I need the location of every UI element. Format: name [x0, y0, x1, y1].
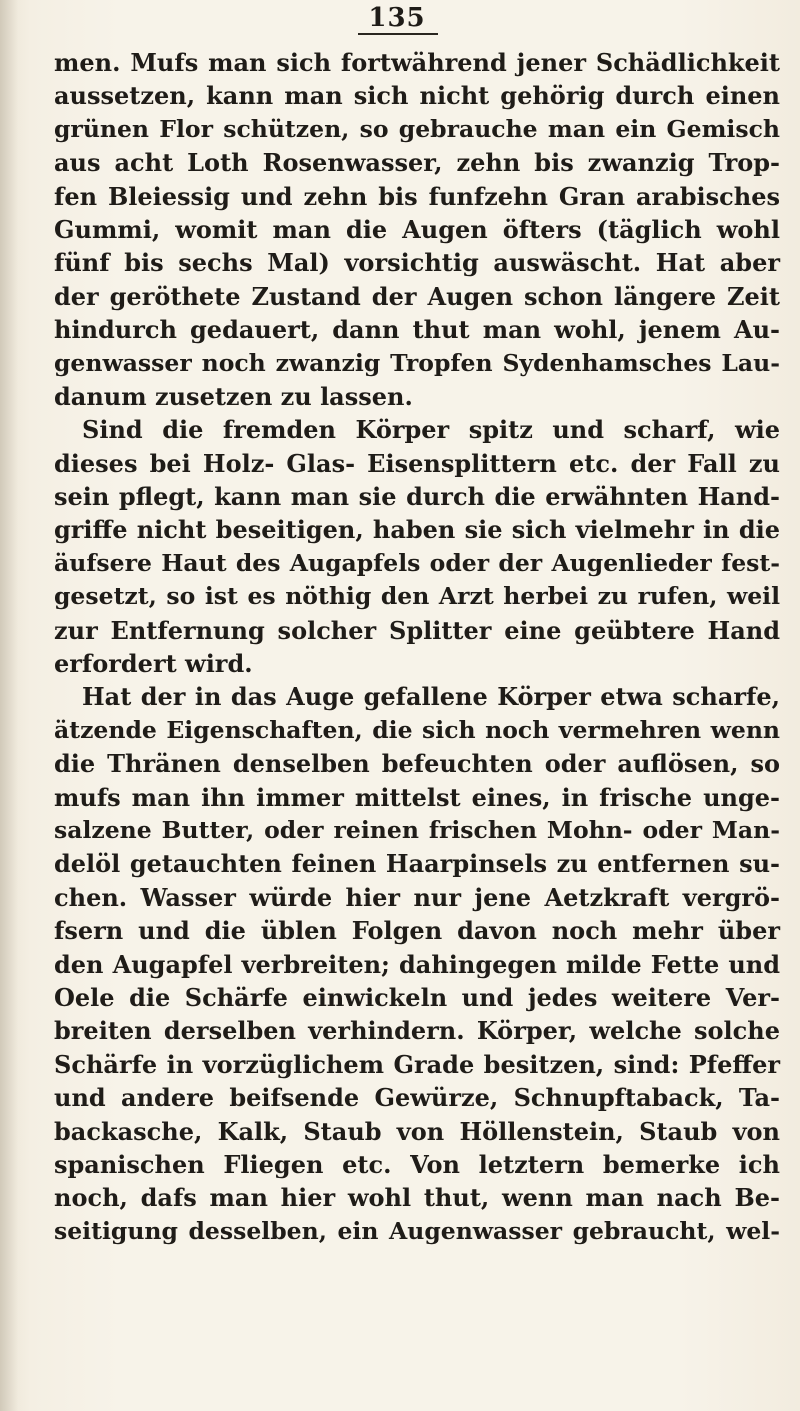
paragraph-start-line: Sind die fremden Körper spitz und scharf, wie [82, 415, 780, 445]
text-line: Gummi, womit man die Augen öfters (täglich wohl [54, 214, 780, 244]
text-line: genwasser noch zwanzig Tropfen Sydenhamsches Lau- [54, 348, 780, 377]
text-line: äufsere Haut des Augapfels oder der Augenlieder fest- [54, 548, 780, 577]
text-line: aussetzen, kann man sich nicht gehörig durch einen [54, 81, 780, 111]
text-line: zur Entfernung solcher Splitter eine geübtere Hand [54, 615, 780, 645]
text-line: sein pflegt, kann man sie durch die erwähnten Hand- [54, 482, 780, 512]
spine-shadow [0, 0, 18, 1411]
text-line: den Augapfel verbreiten; dahingegen milde Fette und [54, 949, 780, 979]
text-line: dieses bei Holz- Glas- Eisensplittern etc. der Fall zu [54, 448, 780, 478]
text-line: chen. Wasser würde hier nur jene Aetzkraft vergrö- [54, 882, 780, 912]
text-line: griffe nicht beseitigen, haben sie sich vielmehr in die [54, 515, 780, 545]
text-line: fen Bleiessig und zehn bis funfzehn Gran arabisches [54, 181, 780, 211]
text-line: gesetzt, so ist es nöthig den Arzt herbei zu rufen, weil [54, 582, 780, 611]
paragraph-start-line: Hat der in das Auge gefallene Körper etwa scharfe, [82, 682, 780, 712]
text-line: salzene Butter, oder reinen frischen Mohn- oder Man- [54, 815, 780, 844]
text-line: men. Mufs man sich fortwährend jener Schädlichkeit [54, 48, 780, 77]
header-rule [358, 33, 438, 35]
text-line: und andere beifsende Gewürze, Schnupftaback, Ta- [54, 1083, 780, 1113]
text-line: backasche, Kalk, Staub von Höllenstein, Staub von [54, 1116, 780, 1146]
text-line: Schärfe in vorzüglichem Grade besitzen, sind: Pfeffer [54, 1049, 780, 1079]
text-line: delöl getauchten feinen Haarpinsels zu entfernen su- [54, 849, 780, 879]
text-line: seitigung desselben, ein Augenwasser gebraucht, wel- [54, 1216, 780, 1245]
body-text [54, 46, 780, 1248]
text-line: ätzende Eigenschaften, die sich noch vermehren wenn [54, 715, 780, 744]
text-line: spanischen Fliegen etc. Von letztern bemerke ich [54, 1149, 780, 1179]
text-line: grünen Flor schützen, so gebrauche man ein Gemisch [54, 114, 780, 143]
text-line: aus acht Loth Rosenwasser, zehn bis zwanzig Trop- [54, 148, 780, 178]
text-line: die Thränen denselben befeuchten oder auflösen, so [54, 749, 780, 779]
paragraph-end-line: erfordert wird. [54, 649, 253, 679]
text-line: hindurch gedauert, dann thut man wohl, jenem Au- [54, 315, 780, 345]
text-line: fünf bis sechs Mal) vorsichtig auswäscht. Hat aber [54, 248, 780, 278]
text-line: mufs man ihn immer mittelst eines, in frische unge- [54, 782, 780, 812]
text-line: der geröthete Zustand der Augen schon längere Zeit [54, 281, 780, 311]
text-line: breiten derselben verhindern. Körper, welche solche [54, 1016, 780, 1046]
page-number: 135 [368, 3, 426, 33]
paragraph-end-line: danum zusetzen zu lassen. [54, 381, 413, 411]
text-line: fsern und die üblen Folgen davon noch mehr über [54, 916, 780, 946]
text-line: Oele die Schärfe einwickeln und jedes weitere Ver- [54, 982, 780, 1012]
text-line: noch, dafs man hier wohl thut, wenn man nach Be- [54, 1183, 780, 1213]
